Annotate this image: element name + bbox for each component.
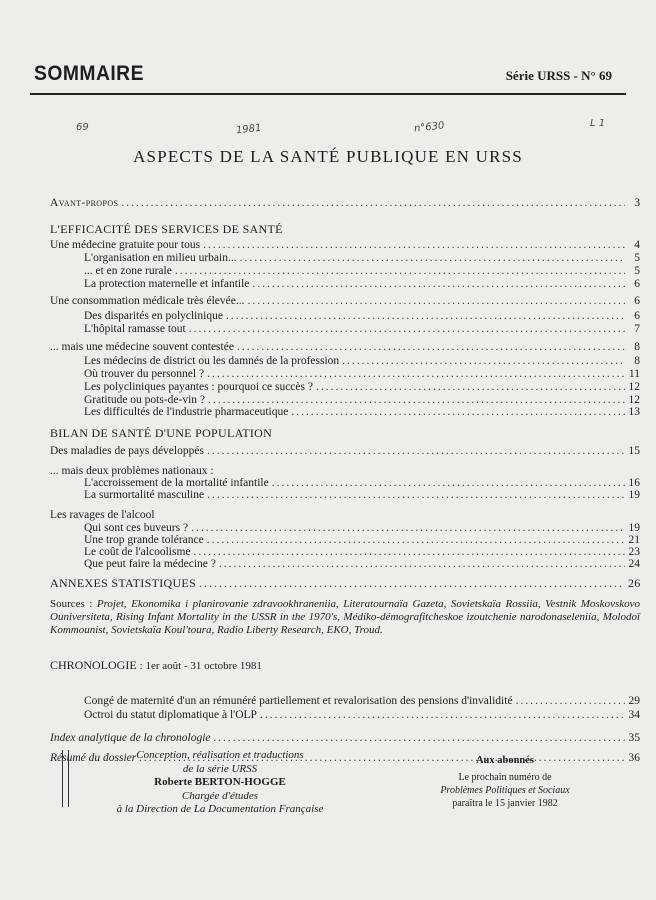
sources-paragraph bbox=[50, 598, 640, 637]
toc-entry-page: 12 bbox=[628, 381, 640, 393]
toc-entry-label: Le coût de l'alcoolisme bbox=[84, 546, 191, 558]
toc-entry-page: 34 bbox=[628, 709, 640, 721]
leader-dots bbox=[240, 251, 625, 265]
leader-dots bbox=[214, 731, 625, 745]
toc-entry-page: 5 bbox=[634, 265, 640, 277]
credits-line: de la série URSS bbox=[182, 762, 258, 775]
credits-author: Roberte BERTON-HOGGE bbox=[154, 776, 286, 788]
handwritten-note-3: n°630 bbox=[413, 120, 445, 135]
leader-dots bbox=[199, 576, 625, 590]
toc-entry-label: Octroi du statut diplomatique à l'OLP bbox=[84, 709, 257, 721]
header-title: SOMMAIRE bbox=[34, 62, 144, 85]
toc-entry[interactable] bbox=[50, 251, 640, 265]
toc-entry-page: 12 bbox=[628, 394, 640, 406]
toc-entry-label: Une médecine gratuite pour tous bbox=[50, 239, 201, 251]
toc-entry[interactable] bbox=[50, 444, 640, 458]
toc-entry-page: 6 bbox=[634, 278, 640, 290]
section-title: L'EFFICACITÉ DES SERVICES DE SANTÉ bbox=[50, 222, 283, 236]
toc-entry-label: Avant-propos bbox=[50, 197, 119, 209]
section-title: BILAN DE SANTÉ D'UNE POPULATION bbox=[50, 426, 273, 440]
section-heading-efficacite bbox=[50, 222, 640, 236]
toc-entry-label: ... mais deux problèmes nationaux : bbox=[50, 465, 214, 477]
toc-entry-index[interactable] bbox=[50, 731, 640, 745]
toc-entry-label: Gratitude ou pots-de-vin ? bbox=[84, 394, 206, 406]
main-title: ASPECTS DE LA SANTÉ PUBLIQUE EN URSS bbox=[133, 147, 523, 166]
toc-entry-page: 19 bbox=[628, 522, 640, 534]
toc-entry-page: 13 bbox=[628, 406, 640, 418]
toc-entry-page: 26 bbox=[628, 576, 641, 590]
subscribers-line: paraîtra le 15 janvier 1982 bbox=[452, 798, 558, 809]
toc-entry-label: Index analytique de la chronologie bbox=[50, 732, 211, 744]
toc-entry-label: Une consommation médicale très élevée... bbox=[50, 295, 245, 307]
toc-entry-label: ... mais une médecine souvent contestée bbox=[50, 341, 234, 353]
credits-line: à la Direction de La Documentation Française bbox=[116, 803, 324, 815]
credits-line: Conception, réalisation et traductions bbox=[136, 749, 304, 761]
toc-entry-page: 6 bbox=[634, 295, 640, 307]
toc-entry-page: 36 bbox=[628, 752, 640, 764]
toc-entry-label: Une trop grande tolérance bbox=[84, 534, 204, 546]
toc-entry-label: L'organisation en milieu urbain... bbox=[84, 252, 237, 264]
leader-dots bbox=[203, 238, 625, 252]
margin-rule bbox=[62, 750, 63, 807]
toc-entry-label: Des disparités en polyclinique bbox=[84, 310, 223, 322]
leader-dots bbox=[121, 196, 625, 210]
toc-entry-page: 7 bbox=[634, 323, 640, 335]
leader-dots bbox=[342, 354, 625, 368]
toc-entry-label: Les difficultés de l'industrie pharmaceutique bbox=[84, 406, 289, 418]
section-title: ANNEXES STATISTIQUES bbox=[50, 576, 197, 590]
toc-entry-label: L'accroissement de la mortalité infantile bbox=[84, 477, 269, 489]
subscribers-line: Le prochain numéro de bbox=[458, 772, 552, 783]
chronologie-heading bbox=[50, 658, 262, 673]
leader-dots bbox=[219, 557, 625, 571]
toc-entry[interactable] bbox=[50, 294, 640, 308]
chronologie-title: CHRONOLOGIE bbox=[50, 658, 137, 672]
toc-entry[interactable] bbox=[50, 488, 640, 502]
toc-entry-label: Les polycliniques payantes : pourquoi ce succès ? bbox=[84, 381, 313, 393]
toc-entry[interactable] bbox=[50, 354, 640, 368]
leader-dots bbox=[260, 708, 625, 722]
toc-entry-label: Où trouver du personnel ? bbox=[84, 368, 205, 380]
toc-entry-label: Que peut faire la médecine ? bbox=[84, 558, 216, 570]
toc-entry-page: 21 bbox=[628, 534, 640, 546]
toc-entry[interactable] bbox=[50, 694, 640, 708]
toc-entry[interactable] bbox=[50, 405, 640, 419]
toc-entry[interactable] bbox=[50, 340, 640, 354]
leader-dots bbox=[207, 367, 625, 381]
leader-dots bbox=[252, 277, 625, 291]
toc-entry-avant-propos[interactable] bbox=[50, 196, 640, 210]
toc-entry-label: Résumé du dossier bbox=[50, 752, 137, 764]
chronologie-dates: : 1er août - 31 octobre 1981 bbox=[139, 660, 262, 672]
leader-dots bbox=[237, 340, 625, 354]
toc-entry-page: 24 bbox=[628, 558, 640, 570]
toc-entry-page: 15 bbox=[628, 445, 640, 457]
toc-entry-label: L'hôpital ramasse tout bbox=[84, 323, 186, 335]
toc-entry[interactable] bbox=[50, 708, 640, 722]
toc-entry-label: Les médecins de district ou les damnés de la profession bbox=[84, 355, 340, 367]
leader-dots bbox=[316, 380, 625, 394]
credits-role: Chargée d'études bbox=[181, 789, 259, 802]
sources-list: Projet, Ekonomika i planirovanie zdravookhraneniia, Literatournaïa Gazeta, Sovietskaïa Rossiia, Vestnik Moskovskovo Ouniversiteta, Rising Infant Mortality in the USSR in the 1970's, Médiko-démografitcheskoe izoutchenie narodonaseleniia, Molodoï Kommounist, Sovietskaïa Koul'toura, Radio Liberty Research, EKO, Troud. bbox=[50, 598, 640, 636]
toc-entry[interactable] bbox=[50, 238, 640, 252]
toc-entry-page: 3 bbox=[634, 197, 640, 209]
toc-entry-label: Les ravages de l'alcool bbox=[50, 509, 155, 521]
handwritten-note-2: 1981 bbox=[235, 122, 262, 137]
toc-entry-page: 23 bbox=[628, 546, 640, 558]
toc-entry-page: 35 bbox=[628, 732, 640, 744]
toc-entry-label: Congé de maternité d'un an rémunéré partiellement et revalorisation des pensions d'invalidité bbox=[84, 695, 513, 707]
toc-entry-annexes[interactable] bbox=[50, 576, 640, 590]
leader-dots bbox=[207, 444, 625, 458]
margin-rule bbox=[68, 750, 69, 807]
toc-entry-page: 16 bbox=[628, 477, 640, 489]
header-rule bbox=[30, 93, 626, 95]
toc-entry[interactable] bbox=[50, 557, 640, 571]
toc-entry[interactable] bbox=[50, 380, 640, 394]
leader-dots bbox=[189, 322, 625, 336]
subscribers-title: Aux abonnés bbox=[475, 755, 535, 766]
handwritten-note-1: 69 bbox=[76, 122, 89, 133]
toc-entry[interactable] bbox=[50, 508, 640, 522]
toc-entry-page: 6 bbox=[634, 310, 640, 322]
toc-entry-label: Qui sont ces buveurs ? bbox=[84, 522, 189, 534]
toc-entry-page: 8 bbox=[634, 341, 640, 353]
credits-block bbox=[90, 749, 350, 817]
toc-entry-page: 4 bbox=[634, 239, 640, 251]
toc-entry[interactable] bbox=[50, 322, 640, 336]
series-number: Série URSS - N° 69 bbox=[505, 68, 612, 83]
leader-dots bbox=[247, 294, 625, 308]
leader-dots bbox=[516, 694, 625, 708]
toc-entry-page: 29 bbox=[628, 695, 640, 707]
toc-entry[interactable] bbox=[50, 309, 640, 323]
toc-entry-label: La protection maternelle et infantile bbox=[84, 278, 250, 290]
toc-entry-page: 5 bbox=[634, 252, 640, 264]
toc-entry-label: Des maladies de pays développés bbox=[50, 445, 204, 457]
toc-entry-page: 11 bbox=[628, 368, 640, 380]
toc-entry[interactable] bbox=[50, 264, 640, 278]
toc-entry[interactable] bbox=[50, 367, 640, 381]
subscribers-notice bbox=[410, 754, 600, 810]
toc-entry-label: La surmortalité masculine bbox=[84, 489, 205, 501]
handwritten-note-4: L 1 bbox=[590, 118, 606, 129]
toc-entry-page: 19 bbox=[628, 489, 640, 501]
sources-label: Sources : bbox=[50, 598, 93, 610]
leader-dots bbox=[207, 488, 625, 502]
leader-dots bbox=[226, 309, 625, 323]
leader-dots bbox=[291, 405, 625, 419]
toc-entry[interactable] bbox=[50, 277, 640, 291]
section-heading-bilan bbox=[50, 426, 640, 440]
toc-entry-label: ... et en zone rurale bbox=[84, 265, 172, 277]
toc-entry-page: 8 bbox=[634, 355, 640, 367]
leader-dots bbox=[175, 264, 625, 278]
subscribers-line: Problèmes Politiques et Sociaux bbox=[440, 785, 570, 796]
